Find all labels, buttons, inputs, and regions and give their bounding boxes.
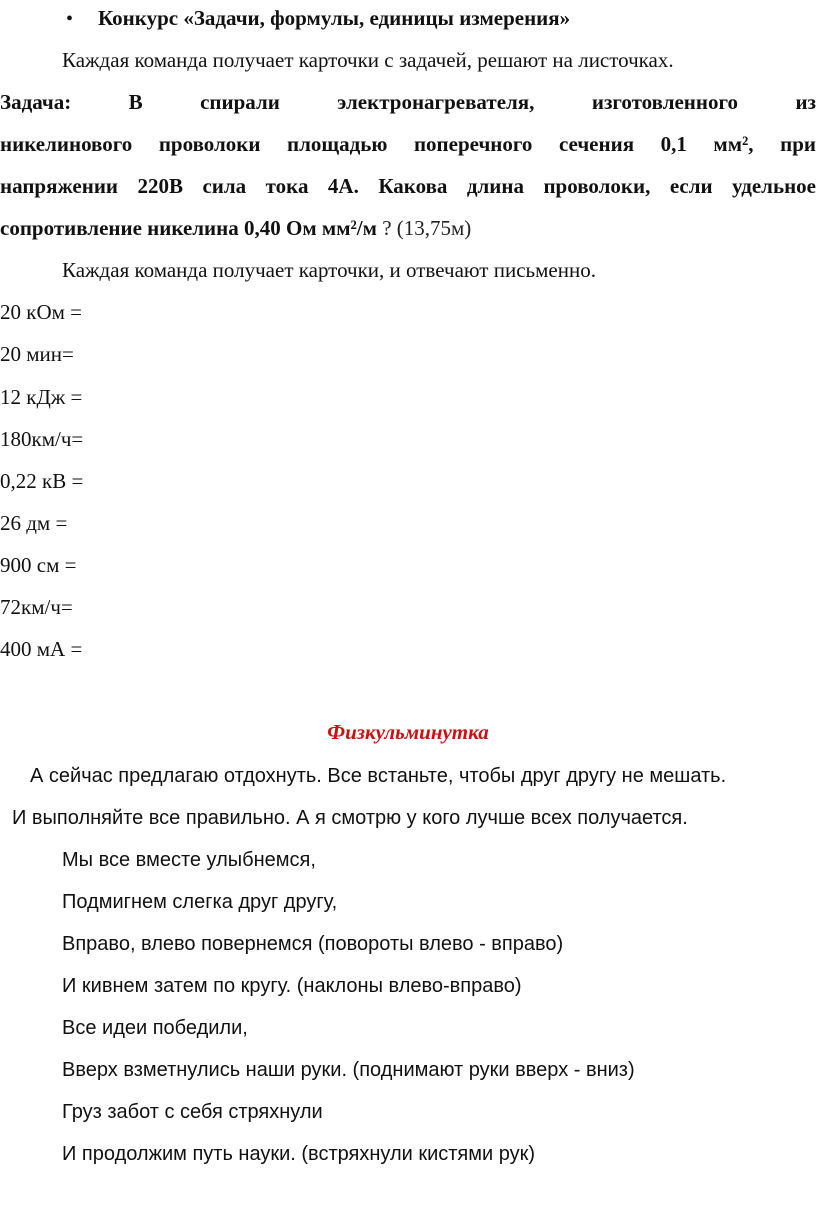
unit-item: 26 дм = [0, 511, 68, 535]
unit-item: 20 мин= [0, 342, 74, 366]
poem-line: И кивнем затем по кругу. (наклоны влево-вправо) [62, 975, 522, 997]
task-line-1: Задача: В спирали электронагревателя, изготовленного из [0, 90, 816, 114]
unit-item: 20 кОм = [0, 300, 83, 324]
poem-line: Подмигнем слегка друг другу, [62, 891, 338, 913]
unit-item: 0,22 кВ = [0, 469, 84, 493]
poem-line: Мы все вместе улыбнемся, [62, 849, 316, 871]
poem-line: И продолжим путь науки. (встряхнули кистями рук) [62, 1143, 536, 1165]
task-line-4-text: сопротивление никелина 0,40 Ом мм²/м [0, 216, 377, 240]
poem-line: Вправо, влево повернемся (повороты влево - вправо) [62, 933, 564, 955]
break-title: Физкульминутка [327, 720, 489, 744]
poem-line: Вверх взметнулись наши руки. (поднимают руки вверх - вниз) [62, 1059, 635, 1081]
task-answer: ? (13,75м) [376, 216, 472, 240]
unit-item: 900 см = [0, 553, 77, 577]
bullet-icon: • [66, 8, 74, 30]
task-line-3: напряжении 220В сила тока 4А. Какова длина проволоки, если удельное [0, 174, 816, 198]
poem-line: Груз забот с себя стряхнули [62, 1101, 323, 1123]
task-line-4 [0, 215, 471, 241]
unit-item: 72км/ч= [0, 595, 73, 619]
unit-item: 12 кДж = [0, 385, 83, 409]
break-intro-line-2: И выполняйте все правильно. А я смотрю у кого лучше всех получается. [12, 807, 688, 829]
unit-item: 180км/ч= [0, 427, 84, 451]
intro-paragraph: Каждая команда получает карточки с задачей, решают на листочках. [62, 48, 674, 72]
section-heading: Конкурс «Задачи, формулы, единицы измерения» [98, 6, 571, 30]
poem-line: Все идеи победили, [62, 1017, 248, 1039]
break-intro-line-1: А сейчас предлагаю отдохнуть. Все встаньте, чтобы друг другу не мешать. [30, 765, 727, 787]
cards-intro: Каждая команда получает карточки, и отвечают письменно. [62, 258, 596, 282]
unit-item: 400 мА = [0, 637, 83, 661]
task-line-2: никелинового проволоки площадью поперечного сечения 0,1 мм², при [0, 132, 816, 156]
